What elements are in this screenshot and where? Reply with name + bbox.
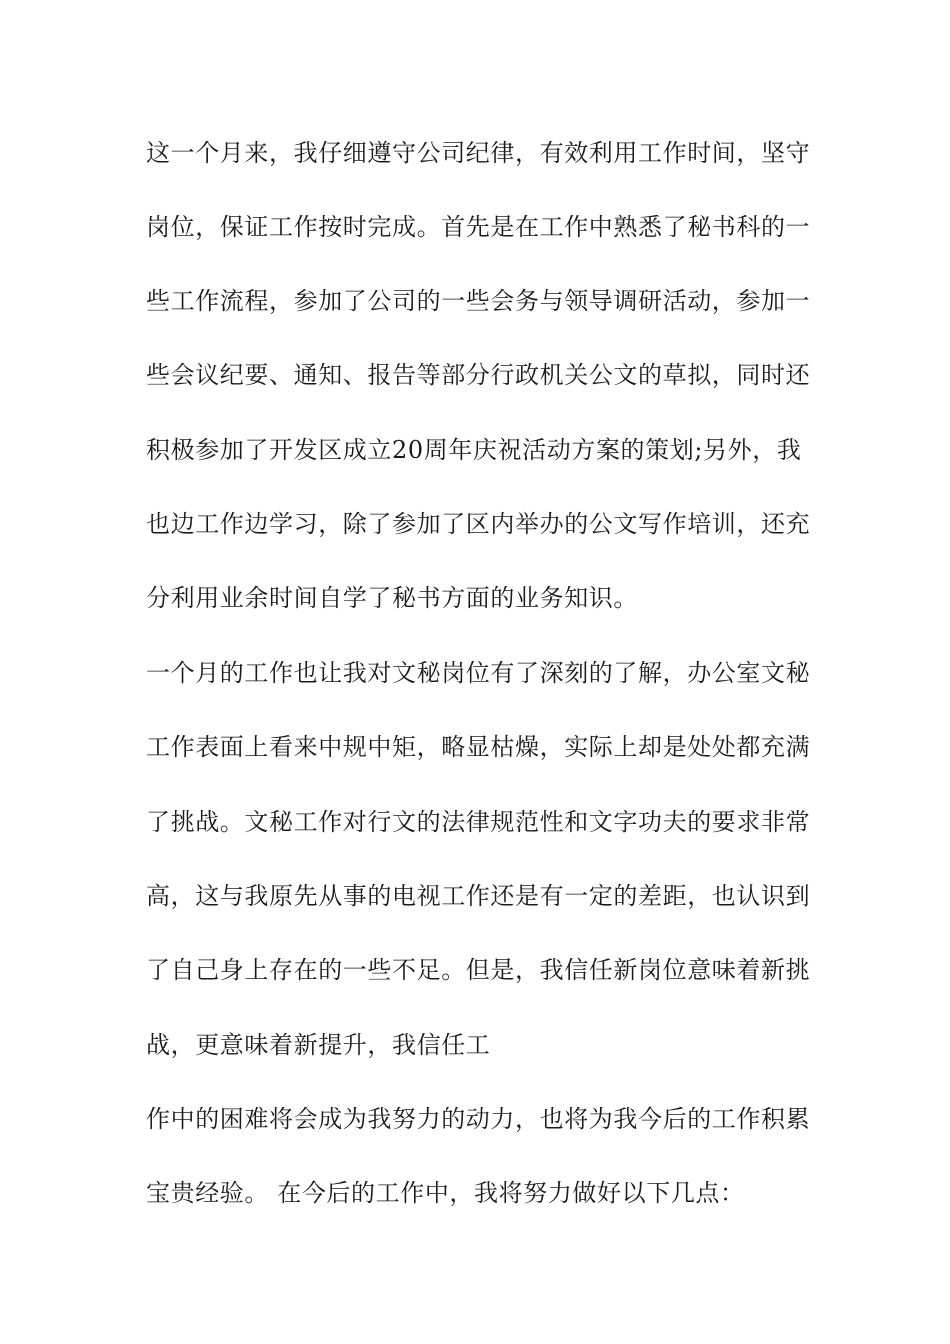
text-line: 岗位，保证工作按时完成。首先是在工作中熟悉了秘书科的一 [146,213,811,241]
text-line: 宝贵经验。 在今后的工作中，我将努力做好以下几点： [146,1179,745,1207]
text-line: 分利用业余时间自学了秘书方面的业务知识。 [146,584,638,612]
text-line: 些会议纪要、通知、报告等部分行政机关公文的草拟，同时还 [146,361,811,389]
text-line: 一个月的工作也让我对文秘岗位有了深刻的了解，办公室文秘 [146,659,811,687]
text-line: 作中的困难将会成为我努力的动力，也将为我今后的工作积累 [146,1105,811,1133]
text-line: 了自己身上存在的一些不足。但是，我信任新岗位意味着新挑 [146,956,811,984]
text-line: 高，这与我原先从事的电视工作还是有一定的差距，也认识到 [146,882,811,910]
text-line: 积极参加了开发区成立20周年庆祝活动方案的策划;另外，我 [146,436,802,464]
text-line: 了挑战。文秘工作对行文的法律规范性和文字功夫的要求非常 [146,808,811,836]
text-line: 也边工作边学习，除了参加了区内举办的公文写作培训，还充 [146,510,811,538]
text-line: 些工作流程，参加了公司的一些会务与领导调研活动，参加一 [146,287,811,315]
text-line: 工作表面上看来中规中矩，略显枯燥，实际上却是处处都充满 [146,733,811,761]
text-line: 这一个月来，我仔细遵守公司纪律，有效利用工作时间，坚守 [146,139,811,167]
text-line: 战，更意味着新提升，我信任工 [146,1031,491,1059]
